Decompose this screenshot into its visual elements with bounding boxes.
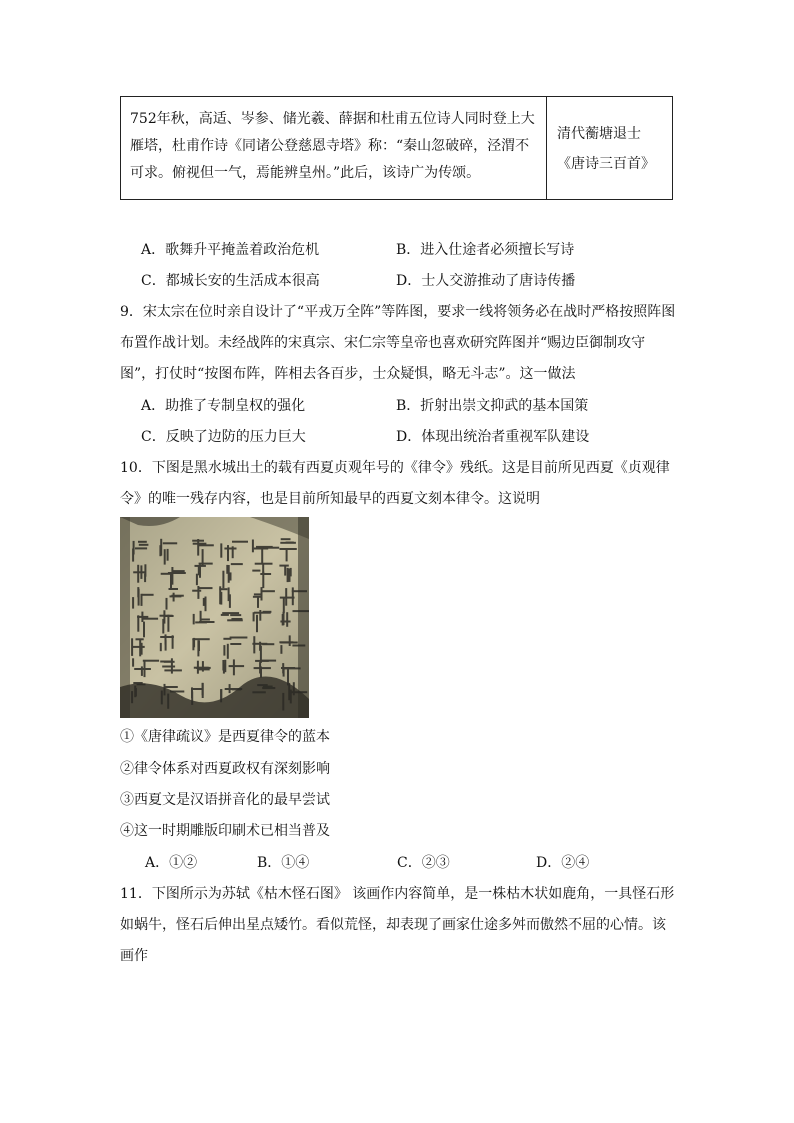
q9-stem-line: 9．宋太宗在位时亲自设计了“平戎万全阵”等阵图，要求一线将领务必在战时严格按照阵图 [120, 304, 676, 320]
material-line: 雁塔，杜甫作诗《同诸公登慈恩寺塔》称：“秦山忽破碎，泾渭不 [130, 138, 530, 154]
q10-stem-line: 10．下图是黑水城出土的载有西夏贞观年号的《律令》残纸。这是目前所见西夏《贞观律 [120, 460, 670, 476]
q11-stem-line: 如蜗牛，怪石后伸出星点矮竹。看似荒怪，却表现了画家仕途多舛而傲然不屈的心情。该 [120, 917, 666, 933]
q9-stem-line: 布置作战计划。未经战阵的宋真宗、宋仁宗等皇帝也喜欢研究阵图并“赐边臣御制攻守 [120, 335, 646, 351]
q9-option-d[interactable]: D．体现出统治者重视军队建设 [396, 429, 590, 445]
q10-stem-line: 令》的唯一残存内容，也是目前所知最早的西夏文刻本律令。这说明 [120, 491, 540, 507]
q8-option-c[interactable]: C．都城长安的生活成本很高 [141, 273, 320, 289]
material-text-cell [121, 97, 547, 199]
material-source-cell [547, 97, 672, 199]
material-line: 752年秋，高适、岑参、储光羲、薛据和杜甫五位诗人同时登上大 [130, 111, 535, 127]
q8-option-a[interactable]: A．歌舞升平掩盖着政治危机 [141, 242, 320, 258]
q10-statement-4: ④这一时期雕版印刷术已相当普及 [120, 823, 330, 839]
source-line: 《唐诗三百首》 [557, 156, 655, 172]
q11-stem-line: 11．下图所示为苏轼《枯木怪石图》 该画作内容简单，是一株枯木状如鹿角，一具怪石形 [120, 886, 675, 902]
q9-option-c[interactable]: C．反映了边防的压力巨大 [141, 429, 306, 445]
xixia-manuscript-image [120, 517, 309, 718]
q9-stem-line: 图”，打仗时“按图布阵，阵相去各百步，士众疑惧，略无斗志”。这一做法 [120, 366, 576, 382]
q9-option-a[interactable]: A．助推了专制皇权的强化 [141, 398, 306, 414]
q10-option-d[interactable]: D．②④ [536, 855, 590, 871]
q10-option-a[interactable]: A．①② [145, 855, 198, 871]
q10-option-c[interactable]: C．②③ [397, 855, 450, 871]
q9-option-b[interactable]: B．折射出崇文抑武的基本国策 [396, 398, 589, 414]
q10-statement-1: ①《唐律疏议》是西夏律令的蓝本 [120, 729, 330, 745]
q10-option-b[interactable]: B．①④ [257, 855, 310, 871]
material-table [120, 96, 673, 200]
q10-statement-2: ②律令体系对西夏政权有深刻影响 [120, 761, 330, 777]
q11-stem-line: 画作 [120, 948, 148, 964]
q8-option-d[interactable]: D．士人交游推动了唐诗传播 [396, 273, 576, 289]
material-line: 可求。俯视但一气，焉能辨皇州。”此后，该诗广为传颂。 [130, 165, 481, 181]
q10-statement-3: ③西夏文是汉语拼音化的最早尝试 [120, 792, 330, 808]
source-line: 清代蘅塘退士 [557, 126, 641, 142]
q8-option-b[interactable]: B．进入仕途者必须擅长写诗 [396, 242, 575, 258]
